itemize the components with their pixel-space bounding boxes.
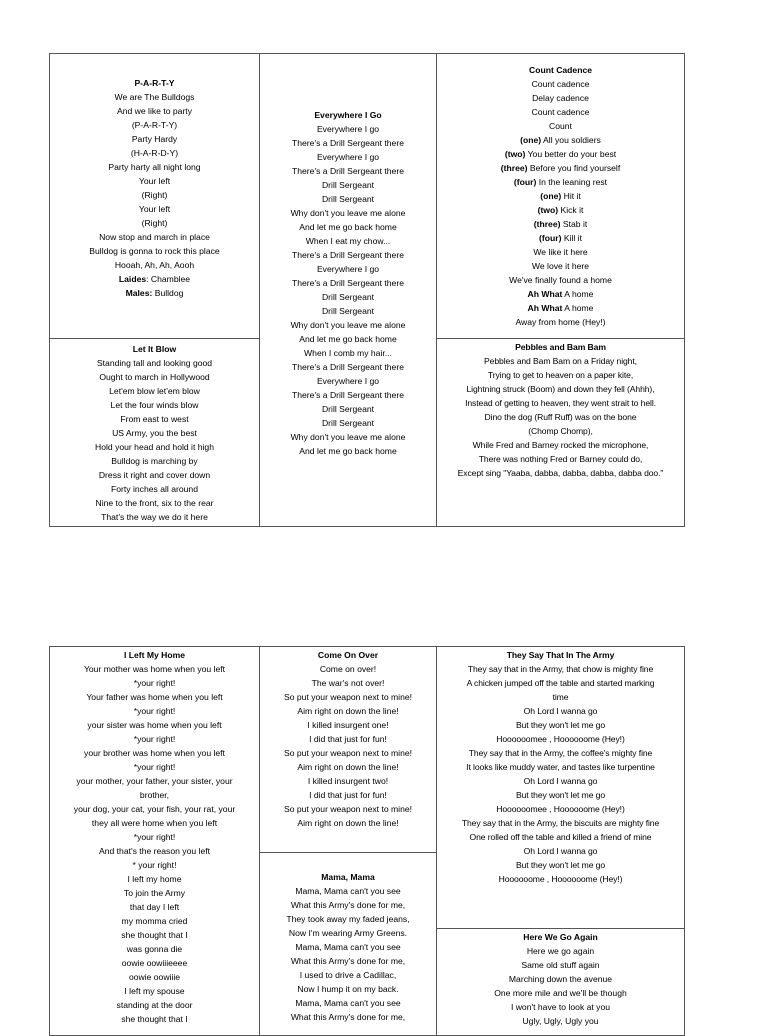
lyric-line: Hooah, Ah, Ah, Aooh: [114, 260, 195, 270]
lyric-call: Ah What: [527, 303, 563, 313]
lyric-call: (one): [520, 135, 542, 145]
lyric-line: Everywhere I go: [316, 124, 380, 134]
card-mama-mama: [259, 852, 437, 1036]
lyric-line: time: [552, 692, 569, 702]
lyric-line: [437, 287, 684, 301]
card-title: Mama, Mama: [321, 872, 375, 882]
lyric-line: Drill Sergeant: [321, 306, 375, 316]
lyric-response: We've finally found a home: [509, 275, 612, 285]
card-they-say: [436, 646, 685, 929]
card-title: I Left My Home: [123, 650, 186, 660]
lyric-line: But they won't let me go: [515, 720, 606, 730]
lyric-line: So put your weapon next to mine!: [283, 748, 413, 758]
card-lines: [437, 944, 684, 1028]
lyric-line: Mama, Mama can't you see: [295, 886, 401, 896]
lyric-line: Dino the dog (Ruff Ruff) was on the bone: [484, 412, 637, 422]
lyric-line: But they won't let me go: [515, 860, 606, 870]
lyric-line: Let the four winds blow: [110, 400, 199, 410]
card-lines: [260, 122, 436, 458]
lyric-line: We are The Bulldogs: [114, 92, 195, 102]
lyric-line: There's a Drill Sergeant there: [292, 250, 404, 260]
card-title: Count Cadence: [528, 65, 593, 75]
lyric-line: Drill Sergeant: [321, 404, 375, 414]
lyric-line: And let me go back home: [299, 334, 397, 344]
lyric-line: [437, 217, 684, 231]
card-lines: [260, 662, 436, 830]
lyric-line: Bulldog is marching by: [111, 456, 198, 466]
lyric-response: A home: [562, 303, 594, 313]
lyric-line: Trying to get to heaven on a paper kite,: [487, 370, 634, 380]
card-title: Come On Over: [317, 650, 379, 660]
lyric-line: *your right!: [133, 706, 176, 716]
lyric-line: Lightning struck (Boom) and down they fell (Ahhh),: [466, 384, 655, 394]
card-title: Pebbles and Bam Bam: [515, 342, 606, 352]
lyric-line: So put your weapon next to mine!: [283, 692, 413, 702]
lyric-line: Party harty all night long: [108, 162, 201, 172]
lyric-line: Hoooooome , Hoooooome (Hey!): [498, 874, 623, 884]
lyric-line: [437, 231, 684, 245]
lyric-line: While Fred and Barney rocked the microphone,: [472, 440, 649, 450]
card-here-we-go-again: [436, 928, 685, 1036]
lyric-line: [437, 301, 684, 315]
lyric-line: They say that in the Army, the biscuits are mighty fine: [461, 818, 660, 828]
lyric-line: [437, 91, 684, 105]
lyric-line: And we like to party: [117, 106, 192, 116]
lyric-call: (three): [500, 163, 528, 173]
card-lines: [437, 662, 684, 886]
card-lines: [437, 354, 684, 480]
lyric-line: Your mother was home when you left: [83, 664, 226, 674]
lyric-response: Delay cadence: [532, 93, 589, 103]
lyric-line: *your right!: [133, 678, 176, 688]
lyric-call: (two): [537, 205, 559, 215]
lyric-response: We like it here: [533, 247, 588, 257]
lyric-line: Oh Lord I wanna go: [523, 776, 598, 786]
lyric-line: Hold your head and hold it high: [95, 442, 214, 452]
lyric-response: Count: [549, 121, 572, 131]
lyric-line: And let me go back home: [299, 222, 397, 232]
lyric-response: We love it here: [531, 261, 590, 271]
lyric-response: Count cadence: [531, 79, 590, 89]
males-value: Bulldog: [152, 288, 184, 298]
lyric-line: I did that just for fun!: [309, 734, 387, 744]
lyric-line: There's a Drill Sergeant there: [292, 278, 404, 288]
lyric-line: I left my home: [127, 874, 182, 884]
ladies-line: [50, 272, 259, 286]
lyric-line: [437, 133, 684, 147]
lyric-line: Why don't you leave me alone: [290, 432, 406, 442]
lyric-call: (one): [540, 191, 562, 201]
lyric-line: What this Army's done for me,: [290, 956, 406, 966]
lyric-line: Nine to the front, six to the rear: [95, 498, 214, 508]
lyric-line: (P-A-R-T-Y): [131, 120, 178, 130]
card-come-on-over: [259, 646, 437, 853]
lyric-line: So put your weapon next to mine!: [283, 804, 413, 814]
lyric-line: There's a Drill Sergeant there: [292, 166, 404, 176]
lyric-call: (four): [513, 177, 537, 187]
lyric-line: I did that just for fun!: [309, 790, 387, 800]
lyric-line: brother,: [139, 790, 170, 800]
card-count-cadence: [436, 53, 685, 339]
lyric-line: I killed insurgent one!: [307, 720, 389, 730]
lyric-line: They say that in the Army, the coffee's mighty fine: [468, 748, 653, 758]
lyric-line: Instead of getting to heaven, they went strait to hell.: [465, 398, 656, 408]
lyric-line: There's a Drill Sergeant there: [292, 362, 404, 372]
lyric-line: To join the Army: [123, 888, 186, 898]
lyric-line: (H-A-R-D-Y): [130, 148, 179, 158]
males-line: [50, 286, 259, 300]
ladies-label: Laides: [118, 274, 147, 284]
lyric-line: Let'em blow let'em blow: [109, 386, 200, 396]
lyric-line: standing at the door: [116, 1000, 193, 1010]
lyric-line: Come on over!: [319, 664, 377, 674]
lyric-line: Your left: [138, 176, 171, 186]
card-let-it-blow: [49, 338, 260, 527]
lyric-line: [437, 161, 684, 175]
lyric-line: Drill Sergeant: [321, 418, 375, 428]
lyric-line: Oh Lord I wanna go: [523, 846, 598, 856]
lyric-line: Except sing "Yaaba, dabba, dabba, dabba, dabba doo.": [457, 468, 664, 478]
lyric-line: [437, 259, 684, 273]
lyric-line: That's the way we do it here: [101, 512, 208, 522]
lyric-line: Aim right on down the line!: [297, 706, 399, 716]
lyric-line: Now I'm wearing Army Greens.: [288, 928, 408, 938]
lyric-response: Away from home (Hey!): [515, 317, 606, 327]
card-lines: [50, 90, 259, 272]
card-title: Here We Go Again: [523, 932, 598, 942]
lyric-line: One more mile and we'll be though: [494, 988, 627, 998]
lyric-line: [437, 77, 684, 91]
lyric-line: Now I hump it on my back.: [297, 984, 399, 994]
lyric-line: Now stop and march in place: [99, 232, 210, 242]
lyric-response: Kick it: [558, 205, 584, 215]
card-pebbles: [436, 338, 685, 527]
lyric-line: Party Hardy: [131, 134, 178, 144]
card-lines: [437, 77, 684, 329]
lyric-response: You better do your best: [525, 149, 617, 159]
lyric-response: A home: [562, 289, 594, 299]
lyric-line: Mama, Mama can't you see: [295, 998, 401, 1008]
lyric-line: But they won't let me go: [515, 790, 606, 800]
lyric-response: All you soldiers: [541, 135, 601, 145]
lyric-line: [437, 189, 684, 203]
lyric-line: When I comb my hair...: [304, 348, 392, 358]
lyric-line: There's a Drill Sergeant there: [292, 390, 404, 400]
lyric-line: [437, 147, 684, 161]
lyric-line: Ought to march in Hollywood: [99, 372, 210, 382]
lyric-line: she thought that I: [121, 1014, 188, 1024]
lyric-line: Forty inches all around: [111, 484, 198, 494]
lyric-line: Why don't you leave me alone: [290, 320, 406, 330]
lyric-line: I killed insurgent two!: [307, 776, 389, 786]
lyric-line: your mother, your father, your sister, your: [76, 776, 233, 786]
lyric-line: oowie oowiiie: [128, 972, 181, 982]
card-lines: [50, 356, 259, 524]
lyric-line: Why don't you leave me alone: [290, 208, 406, 218]
lyric-line: They took away my faded jeans,: [286, 914, 410, 924]
lyric-line: And that's the reason you left: [98, 846, 211, 856]
lyric-line: There was nothing Fred or Barney could do,: [478, 454, 643, 464]
lyric-response: Before you find yourself: [527, 163, 621, 173]
lyric-line: One rolled off the table and killed a friend of mine: [469, 832, 652, 842]
card-i-left-my-home: [49, 646, 260, 1036]
lyric-call: (two): [504, 149, 526, 159]
lyric-response: Stab it: [560, 219, 588, 229]
lyric-line: I left my spouse: [124, 986, 185, 996]
lyric-line: Mama, Mama can't you see: [295, 942, 401, 952]
lyric-line: There's a Drill Sergeant there: [292, 138, 404, 148]
lyric-line: Ugly, Ugly, Ugly you: [522, 1016, 599, 1026]
lyric-call: (three): [533, 219, 561, 229]
lyric-line: * your right!: [132, 860, 177, 870]
lyric-line: Hoooooomee , Hoooooome (Hey!): [496, 804, 625, 814]
lyric-line: they all were home when you left: [91, 818, 218, 828]
lyric-line: Drill Sergeant: [321, 292, 375, 302]
lyric-line: Your left: [138, 204, 171, 214]
lyric-line: she thought that I: [121, 930, 188, 940]
lyric-line: oowie oowiiieeee: [121, 958, 188, 968]
lyric-line: Bulldog is gonna to rock this place: [89, 246, 220, 256]
lyric-line: And let me go back home: [299, 446, 397, 456]
lyric-line: From east to west: [120, 414, 189, 424]
lyric-line: Here we go again: [526, 946, 595, 956]
card-party: [49, 53, 260, 339]
card-title: Everywhere I Go: [314, 110, 382, 120]
lyric-line: Everywhere I go: [316, 264, 380, 274]
lyric-line: Drill Sergeant: [321, 180, 375, 190]
lyric-line: [437, 119, 684, 133]
card-title: Let It Blow: [132, 344, 177, 354]
lyric-line: *your right!: [133, 832, 176, 842]
lyric-line: US Army, you the best: [112, 428, 197, 438]
lyric-line: your dog, your cat, your fish, your rat, your: [73, 804, 236, 814]
lyric-line: was gonna die: [126, 944, 183, 954]
lyric-line: your sister was home when you left: [87, 720, 222, 730]
lyric-line: I won't have to look at you: [510, 1002, 611, 1012]
lyric-line: [437, 245, 684, 259]
lyric-line: (Right): [141, 218, 168, 228]
lyric-response: Hit it: [561, 191, 581, 201]
lyric-line: Your father was home when you left: [86, 692, 223, 702]
lyric-line: my momma cried: [121, 916, 188, 926]
lyric-line: Aim right on down the line!: [297, 818, 399, 828]
lyric-line: What this Army's done for me,: [290, 900, 406, 910]
lyric-line: Oh Lord I wanna go: [523, 706, 598, 716]
lyric-line: [437, 273, 684, 287]
lyric-call: Ah What: [527, 289, 563, 299]
lyric-line: (Right): [141, 190, 168, 200]
lyric-line: It looks like muddy water, and tastes like turpentine: [466, 762, 655, 772]
ladies-value: : Chamblee: [146, 274, 191, 284]
lyric-line: [437, 203, 684, 217]
lyric-response: Kill it: [561, 233, 582, 243]
card-lines: [260, 884, 436, 1024]
lyric-line: A chicken jumped off the table and started marking: [466, 678, 655, 688]
lyric-line: Dress it right and cover down: [98, 470, 211, 480]
lyric-line: Standing tall and looking good: [96, 358, 213, 368]
card-title: They Say That In The Army: [506, 650, 615, 660]
card-everywhere: [259, 53, 437, 527]
lyric-line: your brother was home when you left: [84, 748, 225, 758]
males-label: Males:: [125, 288, 153, 298]
lyric-line: Hoooooomee , Hoooooome (Hey!): [496, 734, 625, 744]
lyric-line: What this Army's done for me,: [290, 1012, 406, 1022]
card-lines: [50, 662, 259, 1026]
lyric-line: They say that in the Army, that chow is mighty fine: [467, 664, 654, 674]
lyric-line: When I eat my chow...: [305, 236, 391, 246]
lyric-line: Everywhere I go: [316, 152, 380, 162]
lyric-call: (four): [539, 233, 562, 243]
lyric-line: Pebbles and Bam Bam on a Friday night,: [484, 356, 637, 366]
lyric-line: that day I left: [129, 902, 180, 912]
lyric-line: Aim right on down the line!: [297, 762, 399, 772]
lyric-line: I used to drive a Cadillac,: [299, 970, 397, 980]
lyric-line: *your right!: [133, 762, 176, 772]
lyric-line: [437, 175, 684, 189]
lyric-response: In the leaning rest: [536, 177, 608, 187]
lyric-line: The war's not over!: [311, 678, 385, 688]
lyric-response: Count cadence: [531, 107, 590, 117]
lyric-line: [437, 105, 684, 119]
lyric-line: Drill Sergeant: [321, 194, 375, 204]
lyric-line: Same old stuff again: [521, 960, 600, 970]
card-title: P-A-R-T-Y: [134, 78, 175, 88]
lyric-line: (Chomp Chomp),: [528, 426, 593, 436]
lyric-line: Marching down the avenue: [508, 974, 613, 984]
lyric-line: [437, 315, 684, 329]
lyric-line: Everywhere I go: [316, 376, 380, 386]
lyric-line: *your right!: [133, 734, 176, 744]
